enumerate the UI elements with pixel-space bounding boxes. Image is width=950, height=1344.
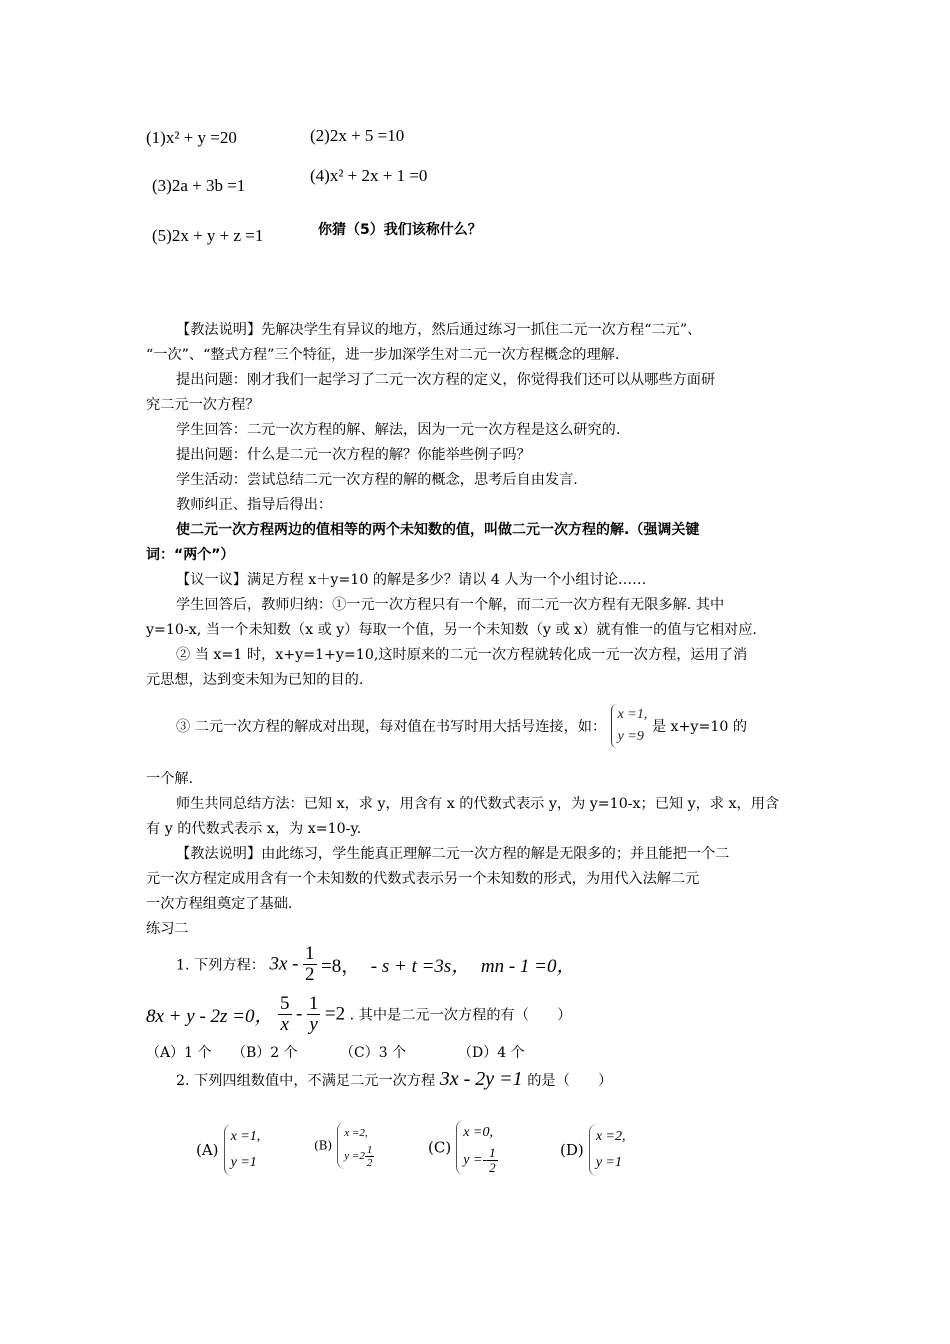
q1-eq-e-minus: -: [296, 1003, 303, 1025]
definition-line: 词：“两个”）: [146, 547, 235, 563]
text-line: 一次方程组奠定了基础.: [146, 896, 293, 912]
system-y: y =9: [617, 729, 644, 744]
q1-eq-e-right: =2: [324, 1003, 346, 1025]
option-fraction: [487, 1146, 498, 1175]
text-line: ② 当 x=1 时，x+y=1+y=10,这时原来的二元一次方程就转化成一元一次方程，运用了消: [176, 647, 748, 663]
q1-prefix: 1. 下列方程：: [176, 957, 265, 974]
text-line: 学生活动：尝试总结二元一次方程的解的概念，思考后自由发言.: [176, 472, 578, 488]
point-3-text: ③ 二元一次方程的解成对出现，每对值在书写时用大括号连接，如：: [176, 719, 607, 735]
fraction-numerator: 1: [489, 1145, 496, 1160]
text-line: 元思想，达到变未知为已知的目的.: [146, 672, 364, 688]
q1-suffix: . 其中是二元一次方程的有（ ）: [349, 1007, 572, 1024]
equation-5: (5)2x + y + z =1: [152, 226, 264, 245]
text-line: 教师纠正、指导后得出：: [176, 497, 333, 513]
option-system: [456, 1120, 497, 1175]
q1-eq-e-fraction-1: [278, 994, 292, 1035]
equation-2: (2)2x + 5 =10: [310, 126, 405, 145]
point-3-end: 一个解.: [146, 771, 194, 787]
q1-option-b[interactable]: （B）2 个: [232, 1045, 298, 1061]
system-y: y =2: [344, 1150, 365, 1163]
summary: [146, 792, 779, 942]
question-1-line-2: [146, 994, 571, 1035]
system-x: x =1,: [617, 707, 648, 722]
option-system: [337, 1122, 374, 1169]
fraction-denominator: x: [280, 1014, 289, 1035]
text-line: 提出问题：什么是二元一次方程的解？你能举些例子吗？: [176, 447, 531, 463]
point-3-tail: 是 x+y=10 的: [651, 719, 748, 735]
system-y: y =1: [595, 1155, 622, 1170]
q1-option-d[interactable]: （D）4 个: [458, 1045, 525, 1061]
fraction-numerator: 1: [308, 993, 319, 1014]
system-x: x =1,: [230, 1129, 261, 1144]
q1-eq-e-fraction-2: [307, 994, 321, 1035]
text-line: 师生共同总结方法：已知 x，求 y，用含有 x 的代数式表示 y，为 y=10-x；已知 y，求 x，用含: [176, 796, 780, 812]
option-system: [224, 1124, 261, 1176]
equation-1: (1)x² + y =20: [146, 128, 237, 147]
fraction-numerator: 1: [366, 1144, 373, 1156]
system-x: x =0,: [463, 1125, 493, 1140]
q2-option-b[interactable]: [314, 1122, 374, 1169]
text-line: 学生回答：二元一次方程的解、解法，因为一元一次方程是这么研究的.: [176, 422, 621, 438]
equation-3: (3)2a + 3b =1: [152, 176, 246, 195]
q2-equation: 3x - 2y =1: [439, 1068, 523, 1090]
option-label: (D): [560, 1141, 584, 1159]
fraction-numerator: 1: [305, 943, 315, 964]
fraction-denominator: 2: [305, 964, 315, 985]
equation-4: (4)x² + 2x + 1 =0: [310, 166, 428, 185]
q2-prefix: 2. 下列四组数值中，不满足二元一次方程: [176, 1073, 436, 1089]
q1-eq-c: mn - 1 =0，: [480, 956, 576, 977]
system-x: x =2,: [344, 1127, 368, 1139]
q1-eq-d: 8x + y - 2z =0，: [146, 1006, 274, 1027]
paragraphs: [146, 318, 757, 693]
text-line: 【教法说明】先解决学生有异议的地方，然后通过练习一抓住二元一次方程“二元”、: [176, 322, 702, 338]
point-3: [176, 704, 747, 748]
fraction-numerator: 5: [280, 993, 290, 1014]
q2-option-a[interactable]: [196, 1124, 260, 1176]
option-label: (B): [314, 1138, 333, 1153]
option-label: (A): [196, 1141, 219, 1159]
question-1-line-1: [176, 944, 575, 985]
q1-option-c[interactable]: （C）3 个: [340, 1045, 407, 1061]
q1-eq-a-right: =8，: [321, 956, 361, 977]
text-line: 【议一议】满足方程 x＋y=10 的解是多少？请以 4 人为一个小组讨论……: [176, 572, 647, 588]
system-y: y =-: [463, 1152, 488, 1168]
q2-suffix: 的是（ ）: [527, 1073, 613, 1089]
option-system: [589, 1124, 626, 1176]
question-2: [176, 1068, 612, 1091]
text-line: “一次”、“整式方程”三个特征，进一步加深学生对二元一次方程概念的理解.: [146, 347, 620, 363]
fraction-denominator: 2: [489, 1160, 496, 1175]
q2-option-d[interactable]: [560, 1124, 626, 1176]
q1-eq-a-fraction: [303, 944, 317, 985]
system-y: y =1: [230, 1155, 257, 1170]
text-line: 元一次方程定成用含有一个未知数的代数式表示另一个未知数的形式，为用代入法解二元: [146, 871, 700, 887]
fraction-denominator: y: [309, 1014, 318, 1035]
option-label: (C): [428, 1138, 452, 1157]
q2-option-c[interactable]: [428, 1120, 498, 1175]
text-line: 学生回答后，教师归纳：①一元一次方程只有一个解，而二元一次方程有无限多解. 其中: [176, 597, 725, 613]
guess-question: 你猜（5）我们该称什么？: [318, 222, 482, 238]
text-line: 有 y 的代数式表示 x，为 x=10-y.: [146, 821, 362, 837]
definition-line: 使二元一次方程两边的值相等的两个未知数的值，叫做二元一次方程的解.（强调关键: [176, 522, 700, 538]
system-x: x =2,: [595, 1129, 626, 1144]
q1-option-a[interactable]: （A）1 个: [146, 1045, 212, 1061]
option-fraction: [365, 1144, 375, 1169]
solution-system: [611, 704, 648, 748]
text-line: 究二元一次方程？: [146, 397, 260, 413]
text-line: y=10-x, 当一个未知数（x 或 y）每取一个值，另一个未知数（y 或 x）就有惟一的值与它相对应.: [146, 622, 757, 638]
exercise-title: 练习二: [146, 921, 189, 937]
text-line: 提出问题：刚才我们一起学习了二元一次方程的定义，你觉得我们还可以从哪些方面研: [176, 372, 716, 388]
q1-eq-a-left: 3x -: [269, 953, 299, 975]
fraction-denominator: 2: [366, 1157, 373, 1169]
q1-eq-b: - s + t =3s，: [370, 956, 471, 977]
text-line: 【教法说明】由此练习，学生能真正理解二元一次方程的解是无限多的；并且能把一个二: [176, 846, 730, 862]
